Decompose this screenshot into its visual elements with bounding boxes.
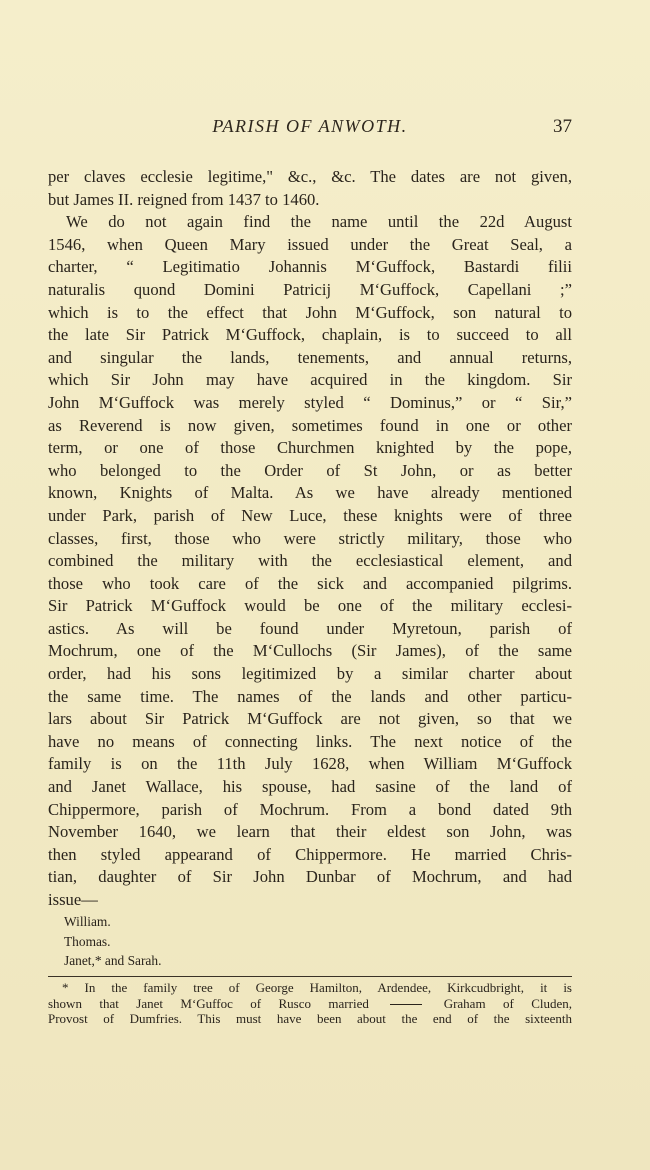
issue-list: [64, 912, 161, 971]
text-line: order, had his sons legitimized by a similar charter about: [48, 664, 572, 684]
footnote-text: Graham of Cluden,: [443, 995, 573, 1011]
text-line: Sir Patrick M‘Guffock would be one of the military ecclesi-: [48, 596, 572, 616]
text-line: those who took care of the sick and accompanied pilgrims.: [48, 573, 572, 593]
text-line: lars about Sir Patrick M‘Guffock are not given, so that we: [48, 709, 572, 729]
text-line: Chippermore, parish of Mochrum. From a bond dated 9th: [48, 799, 572, 819]
text-line: and singular the lands, tenements, and annual returns,: [48, 347, 572, 367]
text-line: November 1640, we learn that their eldest son John, was: [48, 822, 572, 842]
text-line: under Park, parish of New Luce, these knights were of three: [48, 505, 572, 525]
text-line: astics. As will be found under Myretoun, parish of: [48, 618, 572, 638]
running-head: [48, 116, 572, 142]
page-title: PARISH OF ANWOTH.: [212, 116, 408, 136]
footnote: [48, 980, 572, 1027]
text-line: classes, first, those who were strictly military, those who: [48, 528, 572, 548]
text-line: the same time. The names of the lands and other particu-: [48, 686, 572, 706]
text-line: which is to the effect that John M‘Guffock, son natural to: [48, 302, 572, 322]
text-line: charter, “ Legitimatio Johannis M‘Guffock, Bastardi filii: [48, 257, 572, 277]
text-line: combined the military with the ecclesiastical element, and: [48, 551, 572, 571]
text-line: John M‘Guffock was merely styled “ Dominus,” or “ Sir,”: [48, 392, 572, 412]
text-line: family is on the 11th July 1628, when William M‘Guffock: [48, 754, 572, 774]
footnote-divider: [48, 976, 572, 977]
text-line: have no means of connecting links. The next notice of the: [48, 731, 572, 751]
text-line: but James II. reigned from 1437 to 1460.: [48, 189, 320, 209]
footnote-line: * In the family tree of George Hamilton, Ardendee, Kirkcudbright, it is: [62, 980, 572, 995]
footnote-line: [48, 996, 572, 1012]
text-line: who belonged to the Order of St John, or as better: [48, 460, 572, 480]
body-text: [48, 166, 572, 912]
text-line: Mochrum, one of the M‘Cullochs (Sir James), of the same: [48, 641, 572, 661]
text-line: 1546, when Queen Mary issued under the Great Seal, a: [48, 234, 572, 254]
list-item: Thomas.: [64, 933, 111, 949]
page-number: 37: [553, 116, 572, 137]
text-line: which Sir John may have acquired in the kingdom. Sir: [48, 370, 572, 390]
text-line: per claves ecclesie legitime," &c., &c. The dates are not given,: [48, 167, 572, 186]
text-line: We do not again find the name until the 22d August: [66, 212, 572, 232]
blank-dash: [390, 1004, 422, 1005]
text-line: the late Sir Patrick M‘Guffock, chaplain, is to succeed to all: [48, 325, 572, 345]
text-line: issue—: [48, 890, 98, 909]
text-line: term, or one of those Churchmen knighted by the pope,: [48, 438, 572, 458]
text-line: known, Knights of Malta. As we have already mentioned: [48, 483, 572, 503]
list-item: William.: [64, 914, 111, 929]
footnote-line: Provost of Dumfries. This must have been about the end of the sixteenth: [48, 1011, 572, 1027]
footnote-text: shown that Janet M‘Guffoc of Rusco married: [48, 995, 369, 1011]
list-item: Janet,* and Sarah.: [64, 953, 162, 969]
text-line: then styled appearand of Chippermore. He married Chris-: [48, 844, 572, 864]
text-line: naturalis quond Domini Patricij M‘Guffock, Capellani ;”: [48, 279, 572, 299]
text-line: tian, daughter of Sir John Dunbar of Mochrum, and had: [48, 867, 572, 887]
text-line: and Janet Wallace, his spouse, had sasine of the land of: [48, 777, 572, 797]
text-line: as Reverend is now given, sometimes found in one or other: [48, 415, 572, 435]
